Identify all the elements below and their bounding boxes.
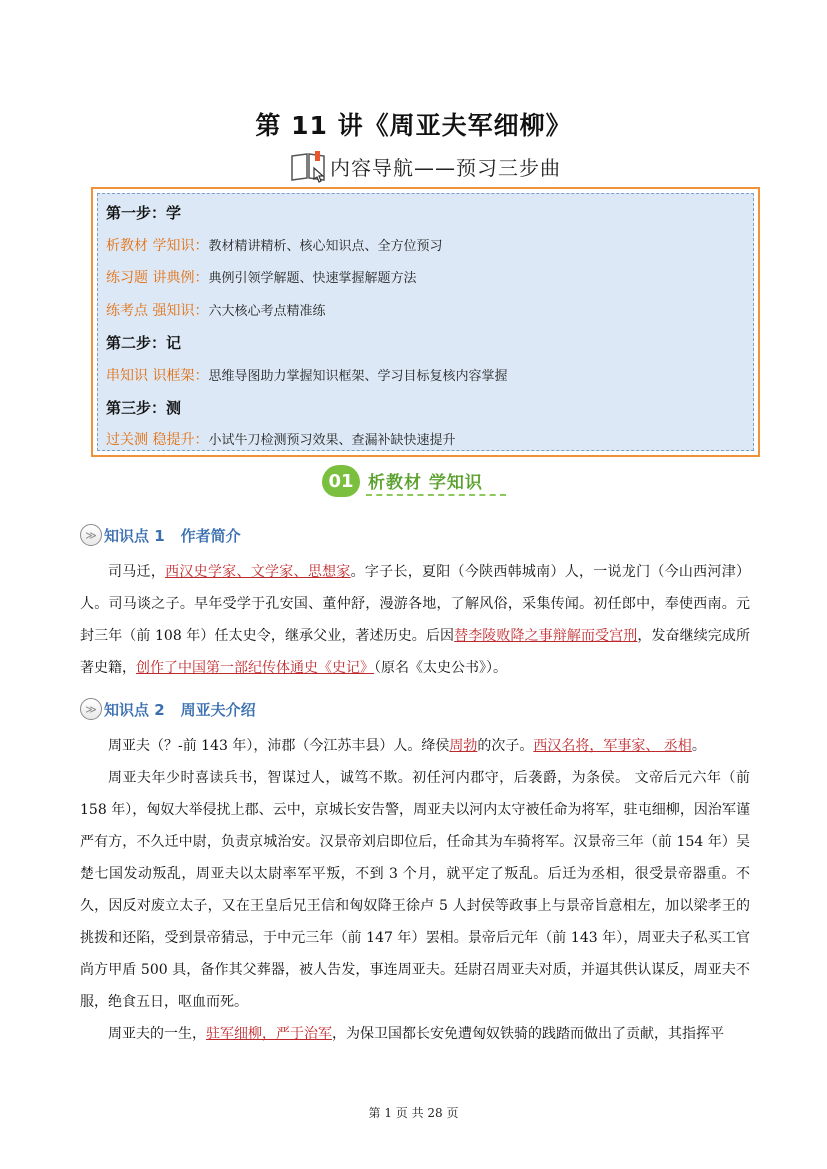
highlight-text: 西汉名将，军事家、 丞相 bbox=[533, 738, 692, 754]
highlight-text: 周勃 bbox=[449, 738, 478, 754]
author-intro-paragraph bbox=[80, 556, 750, 684]
step-row-desc: 六大核心考点精准练 bbox=[208, 304, 326, 319]
text-span: ，为保卫国都长安免遭匈奴铁骑的践踏而做出了贡献，其指挥平 bbox=[332, 1026, 724, 1042]
text-span: 司马迁， bbox=[108, 564, 166, 580]
text-span: ，发奋继续完成所著史籍， bbox=[80, 628, 751, 676]
book-pointer-icon bbox=[290, 148, 328, 184]
highlight-text: 替李陵败降之事辩解而受宫刑 bbox=[454, 628, 638, 644]
chevron-circle-icon: ≫ bbox=[80, 524, 102, 546]
text-span: 。字子长，夏阳（今陕西韩城南）人，一说龙门（今山西河津）人。司马谈之子。早年受学于孔安国、董仲舒，漫游各地，了解风俗，采集传闻。初任郎中，奉使西南。元封三年（前 108 年）任太史令，继承父业，著述历史。后因 bbox=[80, 564, 751, 644]
step-row-key: 练习题 讲典例： bbox=[106, 270, 209, 286]
kp-title: 作者简介 bbox=[180, 526, 241, 545]
step-row bbox=[106, 366, 507, 387]
text-span: 的次子。 bbox=[477, 738, 534, 754]
text-span: 。 bbox=[691, 738, 706, 754]
chevron-circle-icon: ≫ bbox=[80, 698, 102, 720]
step-3-heading: 第三步：测 bbox=[106, 399, 182, 417]
step-row bbox=[106, 236, 442, 257]
page-footer: 第 1 页 共 28 页 bbox=[368, 1106, 459, 1120]
step-row bbox=[106, 268, 416, 289]
step-row-key: 过关测 稳提升： bbox=[106, 432, 209, 448]
highlight-text: 创作了中国第一部纪传体通史《史记》 bbox=[136, 660, 374, 676]
paragraph bbox=[80, 730, 750, 762]
paragraph: 周亚夫年少时喜读兵书，智谋过人，诚笃不欺。初任河内郡守，后袭爵，为条侯。 文帝后元六年（前 158 年），匈奴大举侵扰上郡、云中，京城长安告警，周亚夫以河内太守被任命为将军，驻屯细柳，因治军谨严有方，不久迁中尉，负责京城治安。汉景帝刘启即位后，任命其为车骑将军。汉景帝三年（前 154 年）吴楚七国发动叛乱，周亚夫以太尉率军平叛，不到 3 个月，就平定了叛乱。后迁为丞相，很受景帝器重。不久，因反对废立太子，又在王皇后兄王信和匈奴降王徐卢 5 人封侯等政事上与景帝旨意相左，加以梁孝王的挑拨和还陷，受到景帝猜忌，于中元三年（前 147 年）罢相。景帝后元年（前 143 年），周亚夫子私买工官尚方甲盾 500 具，备作其父葬器，被人告发，事连周亚夫。廷尉召周亚夫对质，并逼其供认谋反，周亚夫不服，绝食五日，呕血而死。 bbox=[80, 770, 750, 1010]
step-row-key: 析教材 学知识： bbox=[106, 238, 209, 254]
section-number-badge: 01 bbox=[322, 465, 360, 497]
step-row-key: 串知识 识框架： bbox=[106, 368, 209, 384]
step-row bbox=[106, 430, 455, 451]
section-divider bbox=[366, 494, 506, 496]
text-span: 周亚夫的一生， bbox=[108, 1026, 206, 1042]
preview-steps-panel bbox=[97, 193, 754, 451]
step-row-key: 练考点 强知识： bbox=[106, 303, 209, 319]
step-row-desc: 思维导图助力掌握知识框架、学习目标复核内容掌握 bbox=[208, 369, 508, 384]
kp-number: 知识点 2 bbox=[104, 700, 165, 719]
page-title: 第 11 讲《周亚夫军细柳》 bbox=[255, 111, 572, 140]
step-row-desc: 典例引领学解题、快速掌握解题方法 bbox=[208, 271, 417, 286]
step-row-desc: 教材精讲精析、核心知识点、全方位预习 bbox=[208, 239, 443, 254]
kp-title: 周亚夫介绍 bbox=[180, 700, 256, 719]
knowledge-point-1-heading bbox=[80, 523, 241, 547]
step-row-desc: 小试牛刀检测预习效果、查漏补缺快速提升 bbox=[208, 433, 456, 448]
kp-number: 知识点 1 bbox=[104, 526, 165, 545]
paragraph bbox=[80, 1018, 750, 1050]
section-heading: 析教材 学知识 bbox=[368, 473, 483, 493]
text-span: 周亚夫（？-前 143 年），沛郡（今江苏丰县）人。绛侯 bbox=[108, 738, 450, 754]
step-2-heading: 第二步：记 bbox=[106, 334, 182, 352]
zhou-yafu-paragraphs bbox=[80, 730, 750, 1050]
step-1-heading: 第一步：学 bbox=[106, 204, 182, 222]
step-row bbox=[106, 301, 325, 322]
knowledge-point-2-heading bbox=[80, 697, 256, 721]
preview-steps-box bbox=[91, 187, 760, 457]
content-nav-label: 内容导航——预习三步曲 bbox=[330, 155, 561, 180]
text-span: （原名《太史公书》）。 bbox=[374, 660, 507, 676]
highlight-text: 驻军细柳，严于治军 bbox=[206, 1026, 332, 1042]
highlight-text: 西汉史学家、文学家、思想家 bbox=[165, 564, 351, 580]
content-nav-heading bbox=[290, 146, 561, 186]
